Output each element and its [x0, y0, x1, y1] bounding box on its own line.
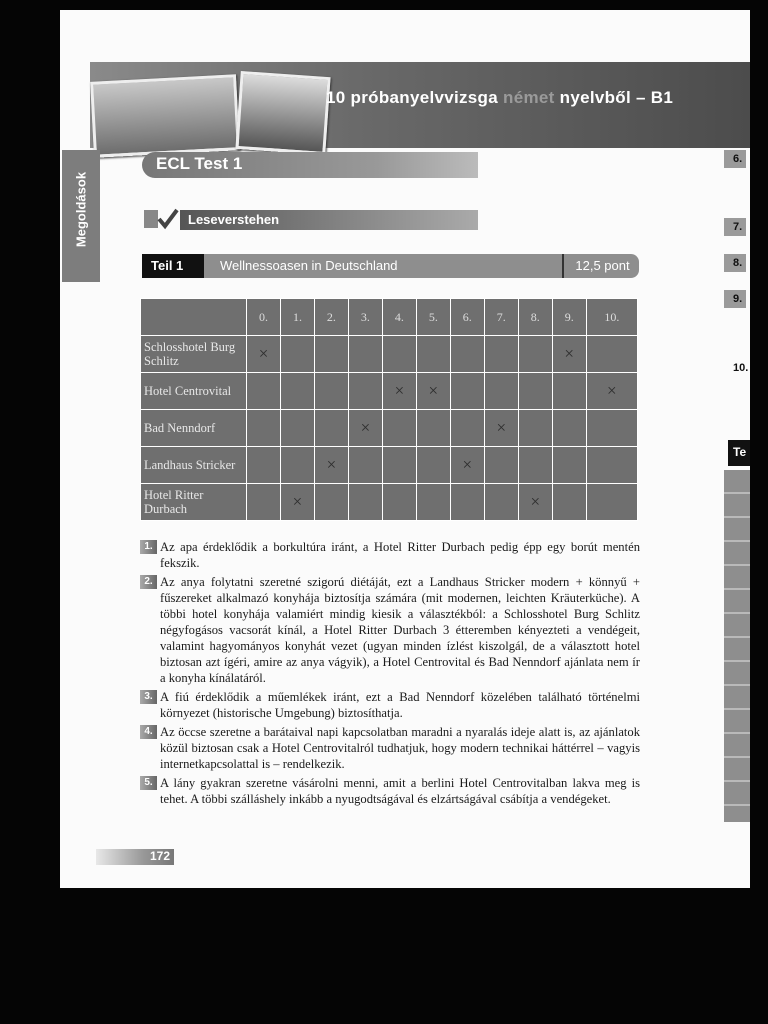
grid-col-header: 3.: [348, 299, 382, 336]
margin-number: 10.: [733, 362, 749, 374]
grid-cell: [416, 484, 450, 521]
page-number-bar: [96, 849, 174, 865]
grid-cell: [382, 410, 416, 447]
grid-cell: [314, 484, 348, 521]
grid-cell: [416, 410, 450, 447]
section-bar: [180, 210, 478, 230]
grid-cell: [416, 336, 450, 373]
next-page-strip: [724, 470, 750, 822]
grid-row: [141, 410, 638, 447]
answer-grid: [140, 298, 638, 521]
grid-col-header: 1.: [280, 299, 314, 336]
church-photo: [235, 71, 330, 155]
margin-number: 8.: [733, 257, 743, 269]
answer-number: 5.: [140, 776, 157, 790]
scan-border-bottom: [0, 888, 768, 1024]
grid-cell: [484, 484, 518, 521]
grid-col-header: 4.: [382, 299, 416, 336]
hotel-name: Bad Nenndorf: [141, 410, 247, 447]
hotel-name: Hotel Ritter Durbach: [141, 484, 247, 521]
grid-col-header: 5.: [416, 299, 450, 336]
margin-number: 6.: [733, 153, 743, 165]
building-photo: [90, 74, 240, 158]
grid-cell: [518, 447, 552, 484]
grid-cell: [586, 447, 637, 484]
grid-cell: [314, 336, 348, 373]
answer-item: [140, 689, 640, 721]
book-title: 10 próbanyelvvizsga német nyelvből – B1: [326, 88, 674, 107]
grid-cell: [247, 447, 281, 484]
grid-cell: [518, 410, 552, 447]
grid-row: [141, 373, 638, 410]
grid-cell: ×: [518, 484, 552, 521]
grid-cell: ×: [450, 447, 484, 484]
grid-cell: ×: [416, 373, 450, 410]
grid-col-header: 7.: [484, 299, 518, 336]
grid-cell: [450, 373, 484, 410]
grid-cell: ×: [586, 373, 637, 410]
grid-cell: [247, 484, 281, 521]
grid-cell: ×: [348, 410, 382, 447]
grid-corner: [141, 299, 247, 336]
answer-number: 4.: [140, 725, 157, 739]
grid-cell: ×: [382, 373, 416, 410]
grid-cell: [280, 447, 314, 484]
grid-cell: [586, 484, 637, 521]
grid-cell: [586, 410, 637, 447]
grid-cell: [518, 373, 552, 410]
scan-border-top: [0, 0, 768, 10]
grid-cell: [348, 484, 382, 521]
grid-col-header: 6.: [450, 299, 484, 336]
grid-cell: [450, 410, 484, 447]
test-title-bar: [142, 152, 478, 178]
grid-cell: [450, 484, 484, 521]
grid-col-header: 0.: [247, 299, 281, 336]
grid-cell: [348, 447, 382, 484]
grid-cell: ×: [552, 336, 586, 373]
answer-item: [140, 775, 640, 807]
grid-cell: [552, 373, 586, 410]
grid-cell: [518, 336, 552, 373]
grid-cell: [484, 447, 518, 484]
section-label: Leseverstehen: [188, 212, 280, 227]
margin-number: 9.: [733, 293, 743, 305]
grid-cell: ×: [247, 336, 281, 373]
answer-text: A lány gyakran szeretne vásárolni menni, amit a berlini Hotel Centrovitalban lakva meg is tehet. A többi szálláshely inkább a nyugodtságával és elzártságával csábítja a vendégeket.: [160, 776, 640, 806]
grid-row: [141, 484, 638, 521]
grid-cell: [314, 373, 348, 410]
grid-col-header: 8.: [518, 299, 552, 336]
grid-cell: [348, 336, 382, 373]
margin-number: 7.: [733, 221, 743, 233]
grid-row: [141, 447, 638, 484]
grid-row: [141, 336, 638, 373]
test-title: ECL Test 1: [156, 154, 243, 173]
answer-text: Az anya folytatni szeretné szigorú diétáját, ezt a Landhaus Stricker modern + könnyű + fűszereket alkalmazó konyhája biztosítja számára (mit modernen, leichten Kräuterküche). A többi hotel konyhája valamiért mindig kiesik a választékból: a Schlosshotel Burg Schlitz négyfogásos vacsorát kínál, a Hotel Ritter Durbach 3 étteremben kényezteti a vendégeit, valamint hagyományos konyhát vezet (ugyan minden ízlést kiszolgál, de a választott hotel biztosan azt ígéri, amire az anya vágyik), a Hotel Centrovital és Bad Nenndorf ajánlata nem ír a konyha kínálatáról.: [160, 575, 640, 685]
answer-item: [140, 574, 640, 686]
grid-cell: [280, 410, 314, 447]
teil-label: Teil 1: [142, 254, 204, 278]
scan-border-left: [0, 0, 60, 1024]
grid-cell: [586, 336, 637, 373]
hotel-name: Schlosshotel Burg Schlitz: [141, 336, 247, 373]
grid-cell: ×: [314, 447, 348, 484]
grid-cell: ×: [280, 484, 314, 521]
page-number: 172: [149, 849, 170, 863]
answer-number: 2.: [140, 575, 157, 589]
grid-cell: [247, 373, 281, 410]
grid-col-header: 2.: [314, 299, 348, 336]
answer-text: Az apa érdeklődik a borkultúra iránt, a Hotel Ritter Durbach pedig épp egy borút mentén fekszik.: [160, 540, 640, 570]
grid-col-header: 10.: [586, 299, 637, 336]
solutions-side-tab: Megoldások: [62, 150, 100, 282]
grid-cell: [280, 373, 314, 410]
grid-cell: [450, 336, 484, 373]
hotel-name: Landhaus Stricker: [141, 447, 247, 484]
answer-text: A fiú érdeklődik a műemlékek iránt, ezt a Bad Nenndorf közelében található történelmi környezet (historische Umgebung) biztosíthatja.: [160, 690, 640, 720]
grid-cell: [552, 447, 586, 484]
grid-cell: [247, 410, 281, 447]
grid-cell: [382, 484, 416, 521]
hotel-name: Hotel Centrovital: [141, 373, 247, 410]
answer-item: [140, 724, 640, 772]
grid-cell: [484, 336, 518, 373]
teil-title: Wellnessoasen in Deutschland: [220, 258, 398, 273]
grid-cell: [382, 447, 416, 484]
grid-col-header: 9.: [552, 299, 586, 336]
grid-cell: [314, 410, 348, 447]
teil-header: [142, 254, 639, 278]
pencil-check-icon: [143, 207, 179, 231]
grid-cell: [484, 373, 518, 410]
grid-cell: [280, 336, 314, 373]
grid-cell: [552, 484, 586, 521]
grid-header-row: [141, 299, 638, 336]
grid-cell: [382, 336, 416, 373]
next-page-tab-label: Te: [733, 445, 747, 459]
answer-explanations: [140, 539, 640, 810]
grid-cell: [552, 410, 586, 447]
scan-border-right: [750, 0, 768, 1024]
grid-cell: [348, 373, 382, 410]
teil-points: 12,5 pont: [562, 254, 641, 278]
grid-cell: ×: [484, 410, 518, 447]
grid-cell: [416, 447, 450, 484]
answer-number: 3.: [140, 690, 157, 704]
answer-item: [140, 539, 640, 571]
answer-text: Az öccse szeretne a barátaival napi kapcsolatban maradni a nyaralás ideje alatt is, az ajánlatok közül biztosan csak a Hotel Centrovitalról tudhatjuk, hogy modern technikai háttérrel – vagyis internetkapcsolattal is – rendelkezik.: [160, 725, 640, 771]
answer-number: 1.: [140, 540, 157, 554]
